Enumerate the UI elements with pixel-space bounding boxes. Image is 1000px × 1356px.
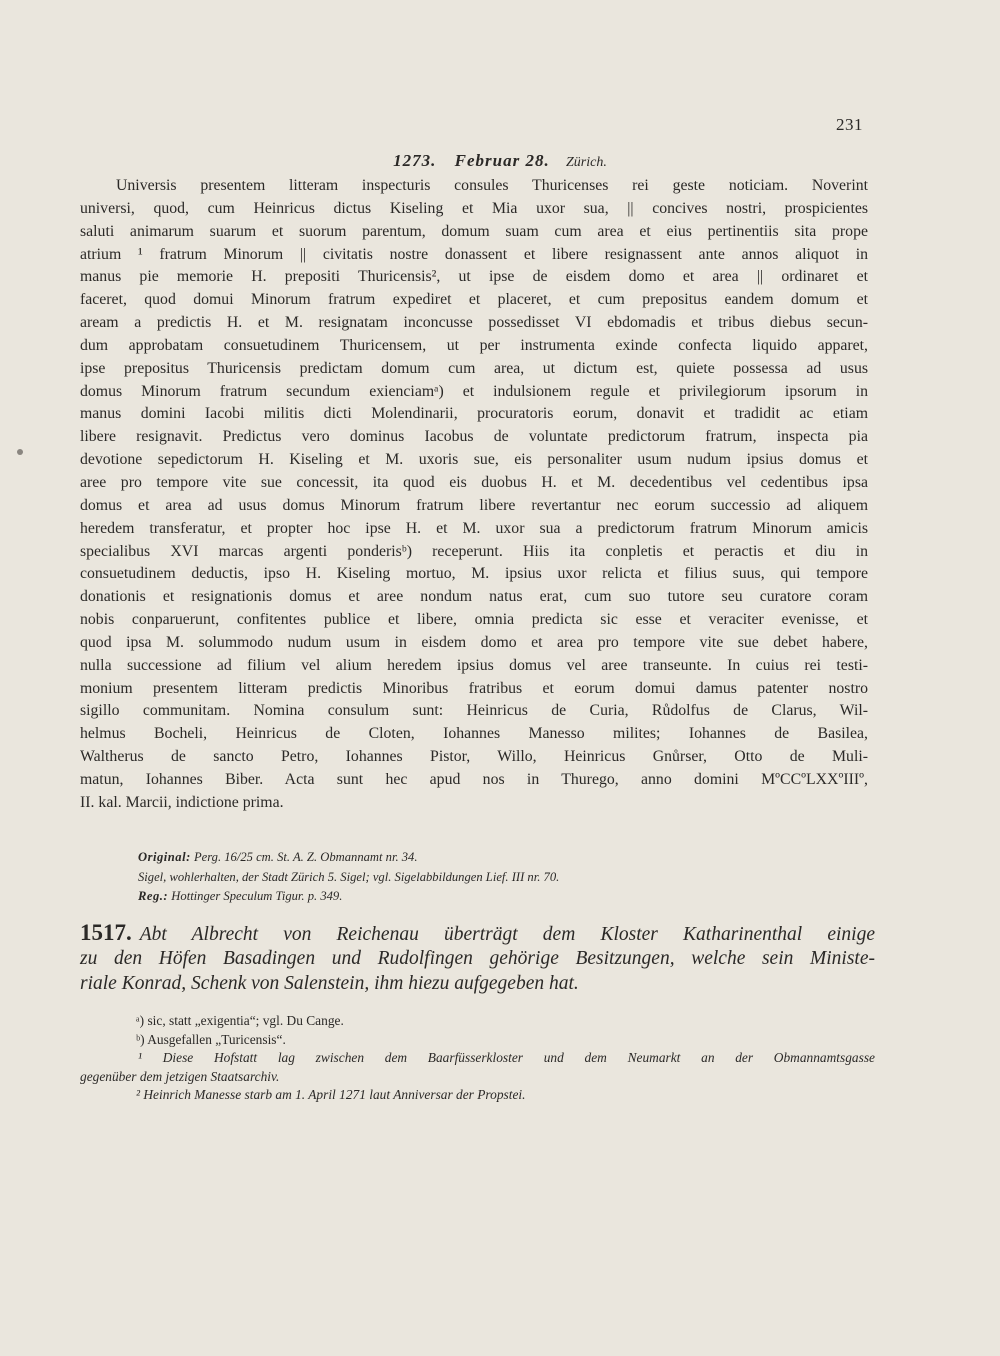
text-line: aree pro tempore vite sue concessit, ita quod eis duobus H. et M. decedentibus vel cedentibus ipsa [80,473,868,491]
footnote-b: ᵇ) Ausgefallen „Turicensis“. [136,1031,286,1047]
text-line: dum approbatam consuetudinem Thuricensem, ut per instrumenta exinde confecta liquido apparet, [80,336,868,354]
page-number: 231 [836,115,863,134]
text-line: aream a predictis H. et M. resignatam inconcusse possedisset VI ebdomadis et tribus diebus secun- [80,314,868,332]
text-line: Universis presentem litteram inspecturis consules Thuricenses rei geste noticiam. Noverint [116,177,868,194]
next-entry-number: 1517. [80,920,132,945]
regest-text: Abt Albrecht von Reichenau überträgt dem Kloster Katharinenthal einige [139,924,875,945]
source-notes [138,848,878,907]
note-reg [138,887,878,907]
note-reg-text: Hottinger Speculum Tigur. p. 349. [171,889,343,903]
note-seal: Sigel, wohlerhalten, der Stadt Zürich 5. Sigel; vgl. Sigelabbildungen Lief. III nr. 70. [138,869,560,884]
text-line: saluti animarum suarum et suorum parentum, domum suam cum area et eius pertinentiis sita prope [80,222,868,240]
regest-line: zu den Höfen Basadingen und Rudolfingen gehörige Besitzungen, welche sein Ministe- [80,947,875,969]
text-line: faceret, quod domui Minorum fratrum expediret et placeret, et cum prepositus eandem domum et [80,291,868,309]
note-original-text: Perg. 16/25 cm. St. A. Z. Obmannamt nr. 34. [193,850,418,864]
text-line: domus Minorum fratrum secundum exienciamᵃ) et indulsionem regule et privilegiorum ipsorum in [80,382,868,400]
text-line: ipse prepositus Thuricensis predictam domum cum area, ut dictum est, quiete possessa ad usus [80,359,868,377]
regest-line [80,920,875,946]
text-line: II. kal. Marcii, indictione prima. [80,793,284,811]
text-line: helmus Bocheli, Heinricus de Cloten, Iohannes Manesso milites; Iohannes de Basilea, [80,725,868,743]
text-line: donationis et resignationis domus et aree nondum natus erat, cum suo tutore seu curatore coram [80,588,868,606]
entry-heading [0,151,1000,171]
note-reg-label: Reg.: [138,889,169,903]
text-line: manus pie memorie H. prepositi Thuricensis², ut ipse de eisdem domo et area || ordinaret et [80,268,868,286]
text-line: Waltherus de sancto Petro, Iohannes Pistor, Willo, Heinricus Gnůrser, Otto de Muli- [80,748,868,766]
text-line: monium presentem litteram predictis Minoribus fratribus et eorum domui damus patenter nostro [80,679,868,697]
entry-date: Februar 28. [454,151,550,170]
text-line: consuetudinem deductis, ipso H. Kiseling mortuo, M. ipsius uxor relicta et filius suus, qui tempore [80,565,868,583]
entry-year: 1273. [393,151,437,170]
text-line: devotione sepedictorum H. Kiseling et M. uxoris sue, eis personaliter usum nudum ipsius domus et [80,451,868,469]
regest-line: riale Konrad, Schenk von Salenstein, ihm hiezu aufgegeben hat. [80,973,579,994]
text-line: sigillo communitam. Nomina consulum sunt: Heinricus de Curia, Růdolfus de Clarus, Wil- [80,702,868,720]
note-original [138,848,878,868]
footnote-2: ² Heinrich Manesse starb am 1. April 1271 laut Anniversar der Propstei. [136,1087,526,1103]
footnote-1-continued: gegenüber dem jetzigen Staatsarchiv. [80,1068,280,1084]
margin-dot [17,449,23,455]
text-line: nulla successione ad filium vel alium heredem ipsius domus vel aree transeunte. In cuius rei testi- [80,656,868,674]
text-line: quod ipsa M. solummodo nudum usum in eisdem domo et area pro tempore vite sue debet habere, [80,633,868,651]
next-entry-regest [80,920,875,997]
text-line: libere resignavit. Predictus vero dominus Iacobus de voluntate predictorum fratrum, inspecta pia [80,428,868,446]
note-original-label: Original: [138,850,191,864]
text-line: universi, quod, cum Heinricus dictus Kiseling et Mia uxor sua, || concives nostri, prospicientes [80,199,868,217]
charter-text [80,175,868,815]
text-line: matun, Iohannes Biber. Acta sunt hec apud nos in Thurego, anno domini MºCCºLXXºIIIº, [80,770,868,788]
text-line: atrium ¹ fratrum Minorum || civitatis nostre donassent et libere resignassent ante annos aliquot in [80,245,868,263]
text-line: specialibus XVI marcas argenti ponderisᵇ) receperunt. Hiis ita conpletis et peractis et diu in [80,542,868,560]
footnote-1: ¹ Diese Hofstatt lag zwischen dem Baarfüsserkloster und dem Neumarkt an der Obmannamtsgasse [138,1050,875,1066]
text-line: heredem transferatur, et propter hoc ipse H. et M. uxor sua a predictorum fratrum Minorum amicis [80,519,868,537]
footnotes [80,1012,875,1105]
text-line: manus domini Iacobi militis dicti Molendinarii, procuratoris eorum, donavit et tradidit ac etiam [80,405,868,423]
entry-place: Zürich. [565,155,607,170]
text-line: nobis conparuerunt, confitentes publice et libere, omnia predicta sic esse et veraciter evenisse, et [80,611,868,629]
text-line: domus et area ad usus domus Minorum fratrum libere revertantur nec eorum successio ad aliquem [80,496,868,514]
footnote-a: ᵃ) sic, statt „exigentia“; vgl. Du Cange. [136,1013,344,1028]
